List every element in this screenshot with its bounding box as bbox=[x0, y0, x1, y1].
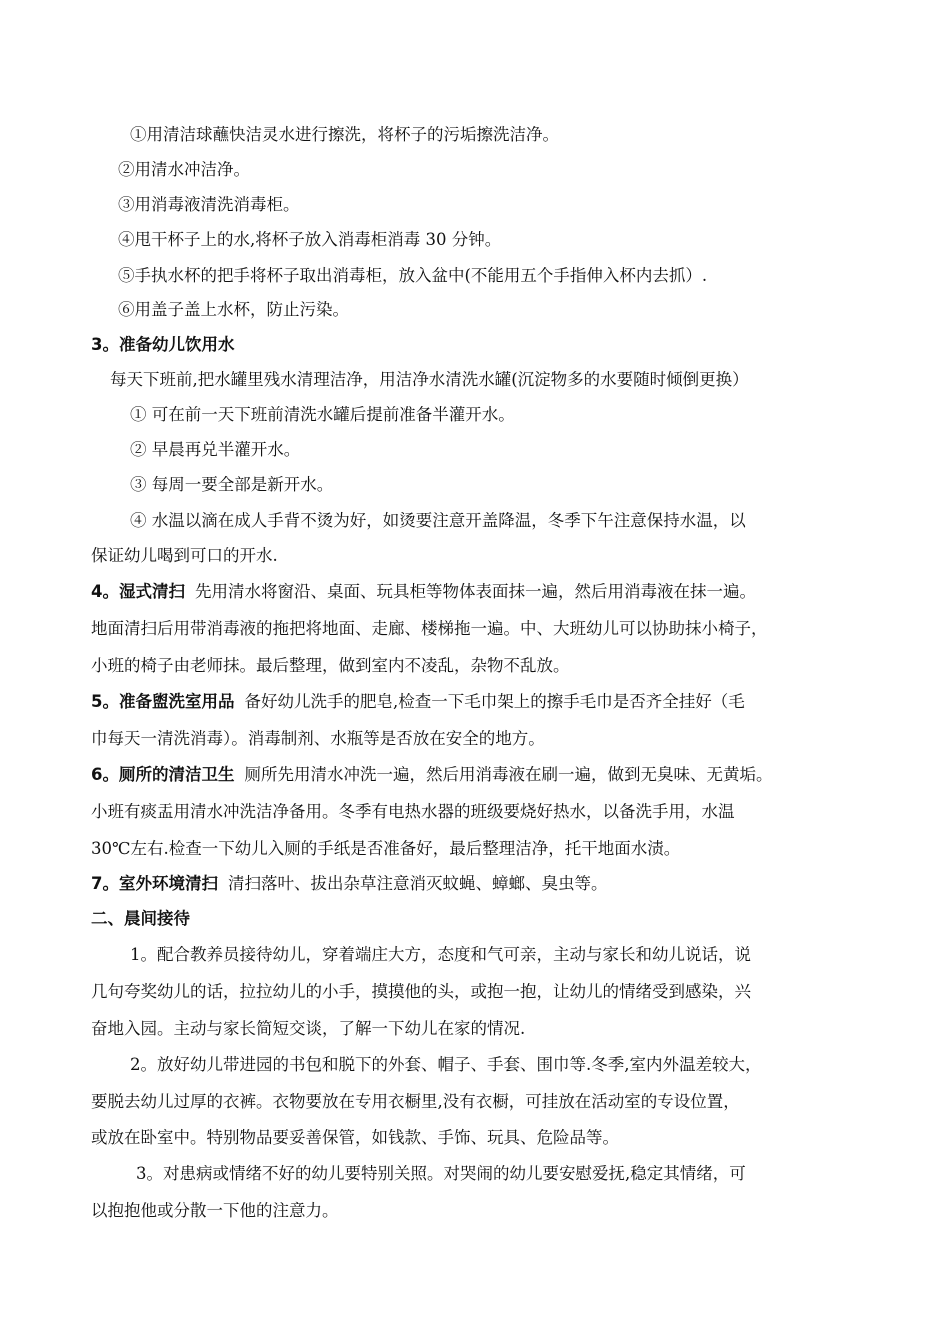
cup-step-3: ③用消毒液清洗消毒柜。 bbox=[118, 195, 300, 214]
section6-line-2: 小班有痰盂用清水冲洗洁净备用。冬季有电热水器的班级要烧好热水，以备洗手用，水温 bbox=[91, 802, 735, 821]
section3-item-4: ④ 水温以滴在成人手背不烫为好，如烫要注意开盖降温，冬季下午注意保持水温，以 bbox=[130, 511, 746, 530]
section3-intro: 每天下班前,把水罐里残水清理洁净，用洁净水清洗水罐(沉淀物多的水要随时倾倒更换） bbox=[110, 370, 749, 389]
section5-text-1: 备好幼儿洗手的肥皂,检查一下毛巾架上的擦手毛巾是否齐全挂好（毛 bbox=[244, 692, 745, 711]
cup-step-6: ⑥用盖子盖上水杯，防止污染。 bbox=[118, 300, 349, 319]
section5-heading: 5。准备盥洗室用品 bbox=[91, 692, 235, 711]
section7-text-1: 清扫落叶、拔出杂草注意消灭蚊蝇、蟑螂、臭虫等。 bbox=[227, 874, 608, 893]
section7-line-1 bbox=[0, 872, 950, 896]
part2-p2-line-2: 要脱去幼儿过厚的衣裤。衣物要放在专用衣橱里,没有衣橱，可挂放在活动室的专设位置， bbox=[91, 1092, 740, 1111]
section5-line-1 bbox=[0, 690, 950, 714]
part2-heading: 二、晨间接待 bbox=[91, 909, 190, 928]
section3-item-3: ③ 每周一要全部是新开水。 bbox=[130, 475, 334, 494]
section7-heading: 7。室外环境清扫 bbox=[91, 874, 218, 893]
cup-step-5: ⑤手执水杯的把手将杯子取出消毒柜，放入盆中(不能用五个手指伸入杯内去抓）. bbox=[118, 266, 708, 285]
section6-line-1 bbox=[0, 763, 950, 787]
cup-step-4: ④甩干杯子上的水,将杯子放入消毒柜消毒 30 分钟。 bbox=[118, 230, 502, 249]
section4-line-1 bbox=[0, 580, 950, 604]
section3-item-4-cont: 保证幼儿喝到可口的开水. bbox=[91, 546, 278, 565]
cup-step-1: ①用清洁球蘸快洁灵水进行擦洗，将杯子的污垢擦洗洁净。 bbox=[130, 125, 559, 144]
part2-p3-line-2: 以抱抱他或分散一下他的注意力。 bbox=[91, 1201, 339, 1220]
section5-line-2: 巾每天一清洗消毒）。消毒制剂、水瓶等是否放在安全的地方。 bbox=[91, 729, 545, 748]
part2-p2-line-1: 2。放好幼儿带进园的书包和脱下的外套、帽子、手套、围巾等.冬季,室内外温差较大， bbox=[130, 1055, 762, 1074]
section6-heading: 6。厕所的清洁卫生 bbox=[91, 765, 235, 784]
section3-heading: 3。准备幼儿饮用水 bbox=[91, 335, 235, 354]
section3-item-2: ② 早晨再兑半灌开水。 bbox=[130, 440, 301, 459]
part2-p2-line-3: 或放在卧室中。特别物品要妥善保管，如钱款、手饰、玩具、危险品等。 bbox=[91, 1128, 619, 1147]
part2-p1-line-2: 几句夸奖幼儿的话，拉拉幼儿的小手，摸摸他的头，或抱一抱，让幼儿的情绪受到感染，兴 bbox=[91, 982, 751, 1001]
section4-line-3: 小班的椅子由老师抹。最后整理，做到室内不凌乱，杂物不乱放。 bbox=[91, 656, 570, 675]
section3-item-1: ① 可在前一天下班前清洗水罐后提前准备半灌开水。 bbox=[130, 405, 515, 424]
part2-p1-line-3: 奋地入园。主动与家长简短交谈，了解一下幼儿在家的情况. bbox=[91, 1019, 526, 1038]
cup-step-2: ②用清水冲洁净。 bbox=[118, 160, 250, 179]
section6-text-1: 厕所先用清水冲洗一遍，然后用消毒液在刷一遍，做到无臭味、无黄垢。 bbox=[244, 765, 773, 784]
section6-line-3: 30℃左右.检查一下幼儿入厕的手纸是否准备好，最后整理洁净，托干地面水渍。 bbox=[91, 839, 681, 858]
section4-heading: 4。湿式清扫 bbox=[91, 582, 185, 601]
part2-p3-line-1: 3。对患病或情绪不好的幼儿要特别关照。对哭闹的幼儿要安慰爱抚,稳定其情绪，可 bbox=[136, 1164, 746, 1183]
section4-line-2: 地面清扫后用带消毒液的拖把将地面、走廊、楼梯拖一遍。中、大班幼儿可以协助抹小椅子， bbox=[91, 619, 768, 638]
section4-text-1: 先用清水将窗沿、桌面、玩具柜等物体表面抹一遍，然后用消毒液在抹一遍。 bbox=[194, 582, 756, 601]
part2-p1-line-1: 1。配合教养员接待幼儿，穿着端庄大方，态度和气可亲，主动与家长和幼儿说话，说 bbox=[130, 945, 751, 964]
